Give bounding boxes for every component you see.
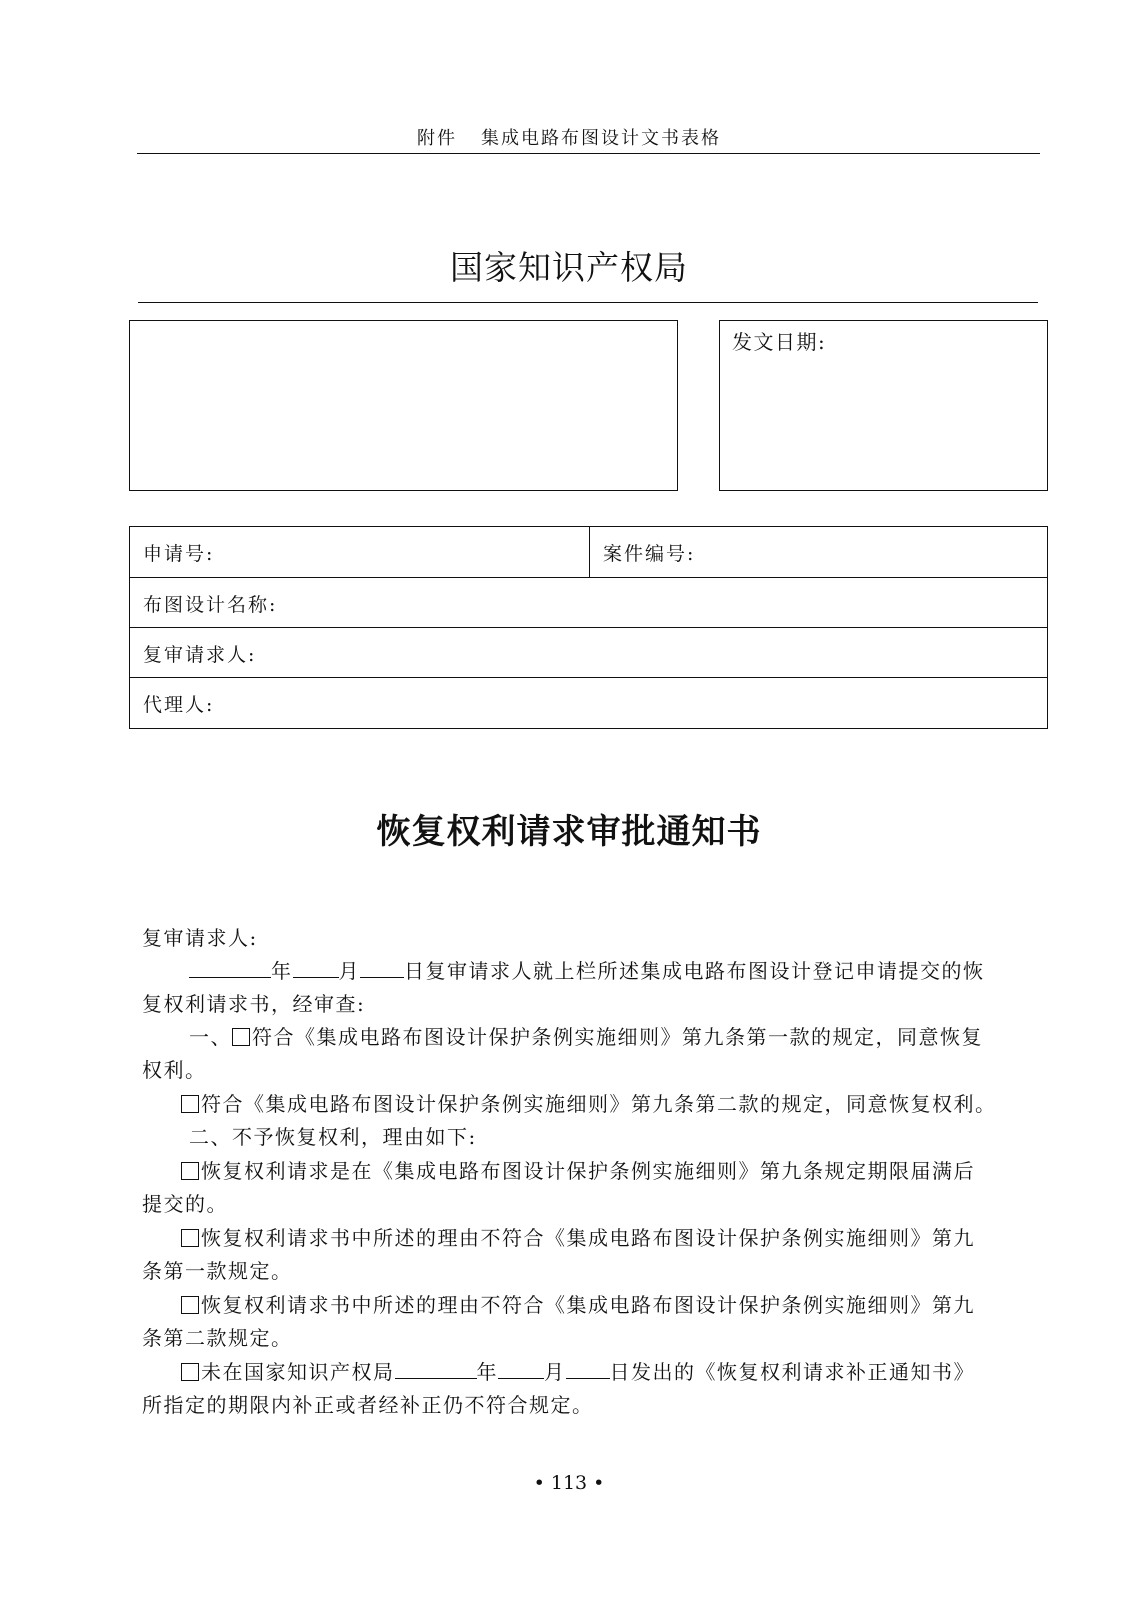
- reason3-line2: 条第二款规定。: [142, 1326, 293, 1350]
- reason4-line2: 所指定的期限内补正或者经补正仍不符合规定。: [142, 1393, 594, 1417]
- section1-option1-text: 符合《集成电路布图设计保护条例实施细则》第九条第一款的规定，同意恢复: [252, 1025, 983, 1049]
- reason1-line2: 提交的。: [142, 1192, 228, 1216]
- reason4-year-blank[interactable]: [395, 1360, 477, 1379]
- reason2-line2: 条第一款规定。: [142, 1259, 293, 1283]
- notice-title: 恢复权利请求审批通知书: [376, 812, 762, 852]
- section1-prefix: 一、: [189, 1025, 232, 1049]
- reason4-prefix: 未在国家知识产权局: [201, 1360, 395, 1384]
- header-attachment-label: 附件: [417, 128, 457, 149]
- year-label: 年: [271, 959, 293, 983]
- checkbox-section1-option2[interactable]: [181, 1095, 199, 1113]
- intro-day-text: 日复审请求人就上栏所述集成电路布图设计登记申请提交的恢: [404, 959, 985, 983]
- case-no-label: 案件编号:: [603, 543, 696, 565]
- section1-option1-line2: 权利。: [142, 1058, 207, 1082]
- table-row: [130, 577, 1047, 627]
- case-info-table: [129, 526, 1048, 729]
- office-rule: [138, 302, 1038, 303]
- checkbox-reason3[interactable]: [181, 1296, 199, 1314]
- reason1-line1: [181, 1155, 975, 1184]
- requester-label: 复审请求人:: [143, 644, 257, 666]
- agent-label: 代理人:: [143, 694, 215, 716]
- header-title: 集成电路布图设计文书表格: [481, 128, 721, 149]
- reason1-text: 恢复权利请求是在《集成电路布图设计保护条例实施细则》第九条规定期限届满后: [201, 1159, 975, 1183]
- reason4-month-label: 月: [544, 1360, 566, 1384]
- intro-line-2: 复权利请求书，经审查:: [142, 992, 366, 1016]
- recipient-box: [129, 320, 678, 491]
- year-blank[interactable]: [189, 959, 271, 978]
- table-divider: [589, 527, 590, 577]
- application-no-label: 申请号:: [143, 543, 215, 565]
- checkbox-reason1[interactable]: [181, 1162, 199, 1180]
- reason4-day-blank[interactable]: [566, 1360, 610, 1379]
- reason3-line1: [181, 1289, 975, 1318]
- header-rule: [137, 153, 1040, 154]
- design-name-label: 布图设计名称:: [143, 594, 278, 616]
- checkbox-section1-option1[interactable]: [232, 1028, 250, 1046]
- reason4-line1: [181, 1356, 975, 1385]
- reason4-suffix: 日发出的《恢复权利请求补正通知书》: [609, 1360, 975, 1384]
- office-name: 国家知识产权局: [450, 248, 688, 287]
- reason4-year-label: 年: [476, 1360, 498, 1384]
- section1-option2: [181, 1088, 997, 1117]
- salutation: 复审请求人:: [142, 926, 258, 950]
- reason3-text: 恢复权利请求书中所述的理由不符合《集成电路布图设计保护条例实施细则》第九: [201, 1293, 975, 1317]
- table-row: [130, 677, 1047, 727]
- intro-line-1: [189, 955, 985, 984]
- page-number: • 113 •: [533, 1472, 605, 1494]
- reason4-month-blank[interactable]: [498, 1360, 544, 1379]
- running-header: [0, 124, 1138, 150]
- day-blank[interactable]: [360, 959, 404, 978]
- reason2-text: 恢复权利请求书中所述的理由不符合《集成电路布图设计保护条例实施细则》第九: [201, 1226, 975, 1250]
- dispatch-date-label: 发文日期:: [732, 330, 827, 354]
- checkbox-reason2[interactable]: [181, 1229, 199, 1247]
- section2-heading: 二、不予恢复权利，理由如下:: [189, 1125, 477, 1149]
- checkbox-reason4[interactable]: [181, 1363, 199, 1381]
- section1-option1-line1: [189, 1021, 983, 1050]
- month-blank[interactable]: [293, 959, 339, 978]
- table-row: [130, 627, 1047, 677]
- reason2-line1: [181, 1222, 975, 1251]
- table-row: [130, 527, 1047, 577]
- month-label: 月: [338, 959, 360, 983]
- section1-option2-text: 符合《集成电路布图设计保护条例实施细则》第九条第二款的规定，同意恢复权利。: [201, 1092, 997, 1116]
